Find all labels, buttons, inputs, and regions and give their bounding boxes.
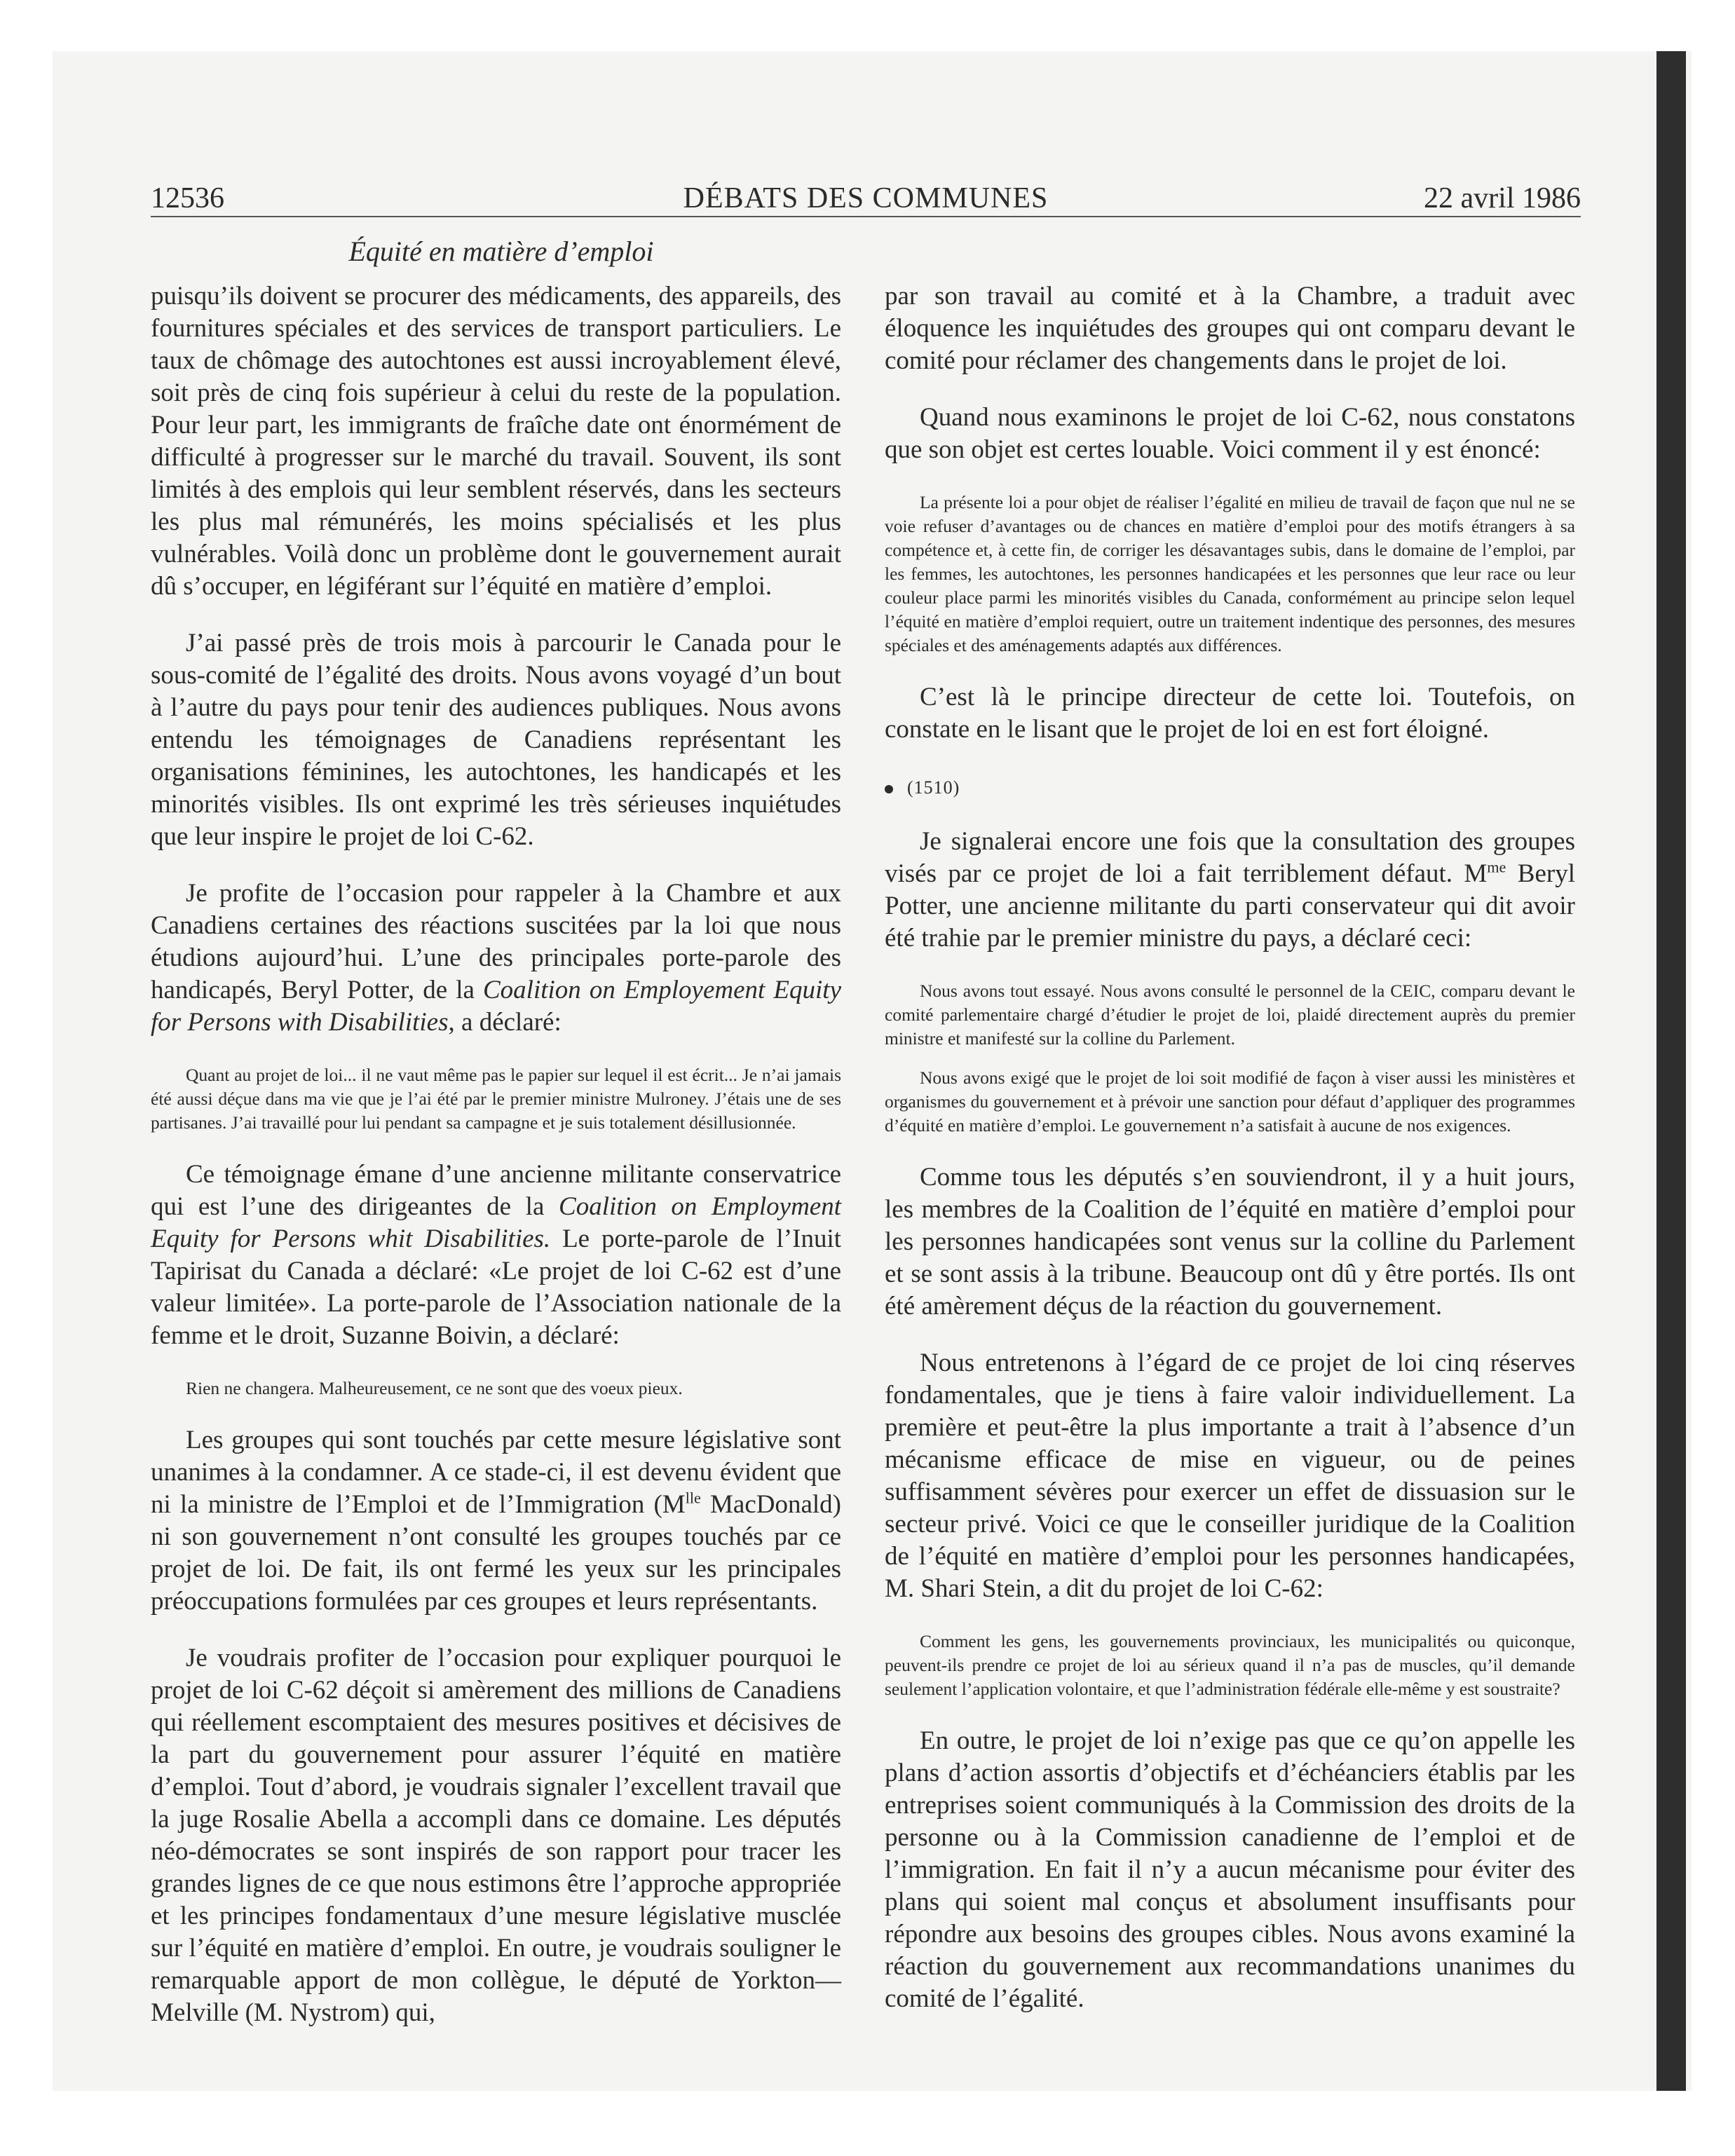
running-title: Équité en matière d’emploi	[348, 236, 654, 267]
paragraph: En outre, le projet de loi n’exige pas que ce qu’on appelle les plans d’action assortis d’objectifs et d’échéanciers établis par les entreprises soient communiqués à la Commission des droits de la personne ou à la Commission canadienne de l’emploi et de l’immigration. En fait il n’y a aucun mécanisme pour éviter des plans qui soient mal conçus et absolument insuffisants pour répondre aux besoins des groupes cibles. Nous avons examiné la réaction du gouvernement aux recommandations unanimes du comité de l’égalité.	[885, 1726, 1575, 2013]
paragraph: Comme tous les députés s’en souviendront, il y a huit jours, les membres de la Coalition de l’équité en matière d’emploi pour les personnes handicapées sont venus sur la colline du Parlement et se sont assis à la tribune. Beaucoup ont dû y être portés. Ils ont été amèrement déçus de la réaction du gouvernement.	[885, 1163, 1575, 1321]
paragraph: Je voudrais profiter de l’occasion pour expliquer pourquoi le projet de loi C-62 déçoit si amèrement des millions de Canadiens qui réellement escomptaient des mesures positives et décisives de la part du gouvernement pour assurer l’équité en matière d’emploi. Tout d’abord, je voudrais signaler l’excellent travail que la juge Rosalie Abella a accompli dans ce domaine. Les députés néo-démocrates se sont inspirés de son rapport pour tracer les grandes lignes de ce que nous estimons être l’approche appropriée et les principes fondamentaux d’une mesure législative musclée sur l’équité en matière d’emploi. En outre, je voudrais souligner le remarquable apport de mon collègue, le député de Yorkton—Melville (M. Nystrom) qui,	[151, 1644, 841, 2027]
text-run: Je signalerai encore une fois que la consultation des groupes visés par ce projet de loi a fait terriblement défaut. M	[885, 827, 1575, 888]
paragraph	[151, 1159, 841, 1352]
paragraph	[151, 1424, 841, 1618]
emphasis-text: Coalition on Employement Equity for Persons with Disabilities	[151, 976, 841, 1037]
superscript: me	[1487, 858, 1506, 876]
bullet-icon	[885, 785, 893, 793]
paragraph: Quand nous examinons le projet de loi C-62, nous constatons que son objet est certes louable. Voici comment il y est énoncé:	[885, 403, 1575, 464]
text-run: Je profite de l’occasion pour rappeler à la Chambre et aux Canadiens certaines des réactions suscitées par la loi que nous étudions aujourd’hui. L’une des principales porte-parole des handicapés, Beryl Potter, de la	[151, 879, 841, 1004]
superscript: lle	[685, 1489, 701, 1507]
left-column	[151, 280, 841, 2054]
paragraph: puisqu’ils doivent se procurer des médicaments, des appareils, des fournitures spéciales et des services de transport particuliers. Le taux de chômage des autochtones est aussi incroyablement élevé, soit près de cinq fois supérieur à celui du reste de la population. Pour leur part, les immigrants de fraîche date ont énormément de difficulté à progresser sur le marché du travail. Souvent, ils sont limités à des emplois qui leur semblent réservés, dans les secteurs les plus mal rémunérés, les moins spécialisés et les plus vulnérables. Voilà donc un problème dont le gouvernement aurait dû s’occuper, en légiférant sur l’équité en matière d’emploi.	[151, 282, 841, 601]
text-run: Les groupes qui sont touchés par cette mesure législative sont unanimes à la condamner. A ce stade-ci, il est devenu évident que ni la ministre de l’Emploi et de l’Immigration (M	[151, 1426, 841, 1519]
paragraph	[885, 826, 1575, 955]
right-column	[885, 280, 1575, 2040]
paragraph: par son travail au comité et à la Chambre, a traduit avec éloquence les inquiétudes des groupes qui ont comparu devant le comité pour réclamer des changements dans le projet de loi.	[885, 282, 1575, 375]
paragraph: Nous entretenons à l’égard de ce projet de loi cinq réserves fondamentales, que je tiens à faire valoir individuellement. La première et peut-être la plus importante a trait à l’absence d’un mécanisme efficace de mise en vigueur, ou de peines suffisamment sévères pour exercer un effet de dissuasion sur le secteur privé. Voici ce que le conseiller juridique de la Coalition de l’équité en matière d’emploi pour les personnes handicapées, M. Shari Stein, a dit du projet de loi C-62:	[885, 1349, 1575, 1603]
scan-edge-bar	[1656, 51, 1686, 2091]
time-marker	[885, 774, 1575, 802]
block-quote: La présente loi a pour objet de réaliser l’égalité en milieu de travail de façon que nul ne se voie refuser d’avantages ou de chances en matière d’emploi pour des motifs étrangers à sa compétence et, à cette fin, de corriger les désavantages subis, dans le domaine de l’emploi, par les femmes, les autochtones, les personnes handicapées et les personnes que leur race ou leur couleur place parmi les minorités visibles du Canada, conformément au principe selon lequel l’équité en matière d’emploi requiert, outre un traitement indentique des personnes, des mesures spéciales et des aménagements adaptés aux différences.	[885, 492, 1575, 655]
page-header	[151, 181, 1581, 217]
emphasis-text: Coalition on Employment Equity for Persons whit Disabilities.	[151, 1192, 841, 1253]
time-label: (1510)	[907, 777, 960, 798]
text-run: Beryl Potter, une ancienne militante du parti conservateur qui dit avoir été trahie par le premier ministre du pays, a déclaré ceci:	[885, 859, 1575, 953]
paragraph: J’ai passé près de trois mois à parcourir le Canada pour le sous-comité de l’égalité des droits. Nous avons voyagé d’un bout à l’autre du pays pour tenir des audiences publiques. Nous avons entendu les témoignages de Canadiens représentant les organisations féminines, les autochtones, les handicapés et les minorités visibles. Ils ont exprimé les très sérieuses inquiétudes que leur inspire le projet de loi C-62.	[151, 629, 841, 851]
text-run: MacDonald) ni son gouvernement n’ont consulté les groupes touchés par ce projet de loi. De fait, ils ont fermé les yeux sur les principales préoccupations formulées par ces groupes et leurs représentants.	[151, 1490, 841, 1616]
paragraph	[151, 878, 841, 1039]
block-quote: Comment les gens, les gouvernements provinciaux, les municipalités ou quiconque, peuvent-ils prendre ce projet de loi au sérieux quand il n’a pas de muscles, qu’il demande seulement l’application volontaire, et que l’administration fédérale elle-même y est soustraite?	[885, 1631, 1575, 1699]
text-run: , a déclaré:	[448, 1008, 562, 1037]
block-quote: Nous avons exigé que le projet de loi soit modifié de façon à viser aussi les ministères et organismes du gouvernement et à prévoir une sanction pour défaut d’appliquer des programmes d’équité en matière d’emploi. Le gouvernement n’a satisfait à aucune de nos exigences.	[885, 1067, 1575, 1135]
journal-title: DÉBATS DES COMMUNES	[683, 182, 1049, 214]
page-date: 22 avril 1986	[1424, 182, 1581, 214]
paragraph: C’est là le principe directeur de cette loi. Toutefois, on constate en le lisant que le projet de loi en est fort éloigné.	[885, 683, 1575, 744]
text-run: Ce témoignage émane d’une ancienne militante conservatrice qui est l’une des dirigeantes de la	[151, 1160, 841, 1221]
block-quote: Rien ne changera. Malheureusement, ce ne sont que des voeux pieux.	[186, 1378, 683, 1398]
page-number: 12536	[151, 182, 224, 214]
text-run: Le porte-parole de l’Inuit Tapirisat du Canada a déclaré: «Le projet de loi C-62 est d’une valeur limitée». La porte-parole de l’Association nationale de la femme et le droit, Suzanne Boivin, a déclaré:	[151, 1224, 841, 1350]
block-quote: Quant au projet de loi... il ne vaut même pas le papier sur lequel il est écrit... Je n’ai jamais été aussi déçue dans ma vie que je l’ai été par le premier ministre Mulroney. J’étais une de ses partisanes. J’ai travaillé pour lui pendant sa campagne et je suis totalement désillusionnée.	[151, 1065, 841, 1133]
block-quote: Nous avons tout essayé. Nous avons consulté le personnel de la CEIC, comparu devant le comité parlementaire chargé d’étudier le projet de loi, plaidé directement auprès du premier ministre et manifesté sur la colline du Parlement.	[885, 981, 1575, 1049]
